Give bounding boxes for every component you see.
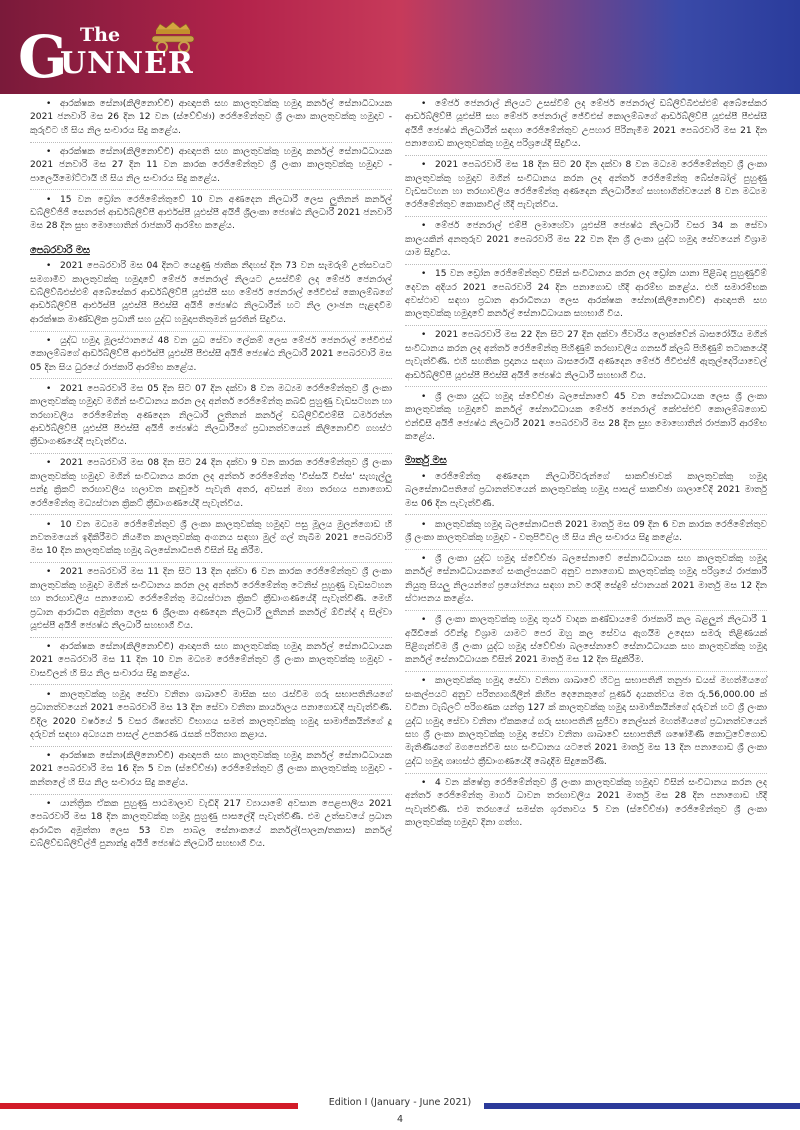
divider	[30, 514, 392, 515]
divider	[30, 378, 392, 379]
list-item	[30, 98, 392, 138]
bullet-icon: •	[46, 458, 52, 469]
paragraph-text: 2021 පෙබරවාරි මස 05 දින සිට 07 දින දක්වා 8 වන මධ්‍යම රෙජිමේන්තුව ශ්‍රී ලංකා කාලතුවක්කු හමුදාව මගින් සංවිධානය කරන ලද අන්තර් රෙජිමේන්තු කබඩි පුහුණු වැඩසටහන හා තරඟාවලිය රෙජිමේන්තු අණදෙන නිලධාරී ලුතිනන් කර්නල් ඩබ්ලිව්ඩීඑම්සී ධර්මරත්න ආර්ඩබ්ලිව්පී යූඑස්පී පීඑස්සී අයිජී ජ්‍යෙෂ්ඨ නිලධාරීගේ ප්‍රධානත්වයෙන් කිලිනොච්චි ගහස්ථ ක්‍රීඩාංගණයේදී පැවැත්විය.	[30, 383, 392, 448]
list-item	[405, 220, 767, 260]
divider	[405, 155, 767, 156]
list-item	[405, 98, 767, 152]
paragraph-text: යාන්ත්‍රික ඒකක පුහුණු පාඨමාලාව වැඩිදි 217 ව්‍යායාමේ අවසාන පෙළපාලිය 2021 පෙබරවාරි මස 18 දින කාලතුවක්කු හමුදා පුහුණු පාසලේදී පැවැත්විණි. එම උත්සවයේ ප්‍රධාන ආරාධිත අමුත්තා ලෙස 53 වන පාබල සේනාංකයේ කර්නල්(පාලන/තකාස) කර්නල් ඩබ්ලිව්ඩබ්ලිව්ල්ජී පුනාන්දු අයිජී ජ්‍යෙෂ්ඨ නිලධාරී සහභාගී විය.	[30, 798, 392, 850]
paragraph-text: ආරක්ෂක සේනා(කිලිනොච්චි) ආඥාපති සහ කාලතුවක්කු හමුදා කර්නල් සේනාධිධායක 2021 ජනවාරි මස 26 දින 12 වන (ස්වේච්ඡා) රෙජිමේන්තුව ශ්‍රී ලංකා කාලතුවක්කු හමුදාව - කුරුවිට හි සිය නිල සංචාරය සිදු කළේය.	[30, 99, 392, 136]
list-item	[30, 798, 392, 852]
logo-gunner: UNNER	[60, 46, 194, 81]
bullet-icon: •	[46, 383, 52, 394]
list-item	[405, 519, 767, 546]
bullet-icon: •	[46, 335, 52, 346]
list-item	[30, 194, 392, 234]
bullet-icon: •	[421, 676, 427, 687]
divider	[30, 562, 392, 563]
list-item	[405, 777, 767, 831]
bullet-icon: •	[421, 99, 427, 109]
paragraph-text: කාලතුවක්කු හමුදා සේවා වනිතා ශාඛාවේ හිටපු සභාපතිනී තනුජා ඩයස් මහත්මියගේ සංකල්පයට අනුව පරිත්‍යාගශීලීන් කිහිප දෙනෙකුගේ පූර්ණ දායකත්වය මත රු.56,000.00 ක් වටිනා ටැබ්ලට් පරිගණක යන්ත්‍ර 127 ක් කාලතුවක්කු හමුදා සාමාජිකයින්ගේ දරුවන් හට ශ්‍රී ලංකා යුද්ධ හමුදා සේවා වනිතා ඒකකයේ ගරු සභාපතිනී සුජීවා නෙල්සන් මහත්මියගේ ප්‍රධානත්වයෙන් සහ ශ්‍රී ලංකා කාලතුවක්කු හමුදා සේවා වනිතා ශාඛාවේ සභාපතිනී ශෂෝමිණී කොටුවේගොඩ මැතිණියගේ මගපෙන්වීම සහ සංවිධානය යටතේ 2021 මාර්තු මස 13 දින පනාගොඩ ශ්‍රී ලංකා යුද්ධ හමුදා ගෘහස්ථ ක්‍රීඩාංගණයේදී බෙදාදීම සිදුකෙරිණි.	[405, 676, 767, 767]
gunner-logo	[18, 22, 208, 92]
list-item	[405, 391, 767, 445]
list-item	[405, 159, 767, 213]
logo-letter-g: G	[18, 23, 68, 91]
list-item	[30, 519, 392, 559]
list-item	[405, 553, 767, 607]
divider	[405, 671, 767, 672]
paragraph-text: ශ්‍රී ලංකා යුද්ධ හමුදා ස්වේච්ඡා බලසේනාවේ සේනාධිධායක සහ කාලතුවක්කු හමුදා කර්නල් සේනාධිධායකගේ සංකල්පයකට අනුව පනාගොඩ කාලතුවක්කු හමුදා පරිශ්‍රයේ රාජකාරී නියුතු සියලු නිලයන්ගේ ප්‍රයෝජනය සඳහා නව රෙදි සේදුම් ස්ථානයක් 2021 මාර්තු මස 12 දින ස්ථාපනය කළේය.	[405, 553, 767, 605]
paragraph-text: රෙජිමේන්තු අණදෙන නිලධාරිවරුන්ගේ සාකච්ඡාවක් කාලතුවක්කු හමුදා බලසේනාධිපතිගේ ප්‍රධානත්වයෙන් කාලතුවක්කු හමුදා පාසල් සාකච්ඡා ශාලාවේදී 2021 මාර්තු මස 06 දින පැවැත්විණි.	[405, 471, 767, 509]
bullet-icon: •	[421, 221, 427, 232]
list-item	[405, 614, 767, 668]
list-item	[405, 268, 767, 322]
divider	[30, 331, 392, 332]
list-item	[30, 457, 392, 511]
paragraph-text: මේජර් ජෙනරාල් නිලයට උසස්වීම් ලද මේජර් ජෙනරාල් ඩබ්ලිව්බීඑස්එම් අබේසේකර ආර්ඩබ්ලිව්පී යූඑස්පී සහ මේජර් ජෙනරාල් ජේවීඑස් කොලම්බගේ ආර්ඩබ්ලිව්පී යූඑස්පී පීඑස්සී අයිජී ජ්‍යෙෂ්ඨ නිලධාරීන් සඳහා රෙජිමේන්තුව උපහාර පිරිනැමීම 2021 පෙබරවාරි මස 21 දින පනාගොඩ කාලතුවක්කු හමුදා පරිශ්‍රයේදී සිදුවිය.	[405, 99, 767, 150]
right-column	[405, 98, 767, 834]
bullet-icon: •	[46, 751, 52, 761]
list-item	[405, 329, 767, 383]
paragraph-text: 2021 පෙබරවාරි මස 22 දින සිට 27 දින දක්වා ජීවාරිය ලොක්වේන් බාසරෝයිය මගින් සංවිධානය කරන ලද අන්තර් රෙජිමේන්තු පිහිණුම් තරඟාවලිය ගනර්ස් ක්ලබ් පිහිණුම් තටාකයේදී පැවැත්විණි. එහි සහතික ප්‍රදානය සඳහා බාසරොයි අණදෙන මේජර් ජීවීඑස්ජී ඇතුල්දෙරියාවෙල් ආර්ඩබ්ලිව්පී යූඑස්පී පීඑස්සී අයිජී ජ්‍යෙෂ්ඨ නිලධාරී සහභාගී විය.	[405, 330, 767, 381]
divider	[30, 142, 392, 143]
bullet-icon: •	[421, 519, 427, 530]
divider	[30, 794, 392, 795]
bullet-icon: •	[46, 567, 52, 578]
bullet-icon: •	[421, 777, 427, 788]
paragraph-text: 2021 පෙබරවාරි මස 11 දින සිට 13 දින දක්වා 6 වන කාරක රෙජිමේන්තුව ශ්‍රී ලංකා කාලතුවක්කු හමුදාව මගින් සංවිධානය කරන ලද අන්තර් රෙජිමේන්තු ටෙනිස් පුහුණු වැඩසටහන හා තරඟාවලිය පනාගොඩ රෙජිමේන්තු මධ්‍යස්ථාන ක්‍රිකට් ක්‍රීඩාංගණයේදී පැවැත්විණි. මෙහි ප්‍රධාන ආරාධිත අමුත්තා ලෙස 6 ශ්‍රීලංකා අණදෙන නිලධාරී ලුතිනන් කර්නල් ඕවින්ද් ද සිල්වා යූඑස්පී අයිජී ජ්‍යෙෂ්ඨ නිලධාරී සහභාගී විය.	[30, 567, 392, 631]
paragraph-text: 2021 පෙබරවාරි මස 18 දින සිට 20 දින දක්වා 8 වන මධ්‍යම රෙජිමේන්තුව ශ්‍රී ලංකා කාලතුවක්කු හමුදාව මගින් සංවිධානය කරන ලද අන්තර් රෙජිමේන්තු බේස්බෝල් පුහුණු වැඩසටහන හා තරඟාවලිය රෙජිමේන්තු අණදෙන නිලධාරීගේ සහභාගිත්වයෙන් 8 වන මධ්‍යම රෙජිමේන්තුව කොකාවිල් හිදී පැවැත්විය.	[405, 160, 767, 211]
list-item	[30, 641, 392, 681]
divider	[30, 189, 392, 190]
bullet-icon: •	[46, 99, 52, 109]
bullet-icon: •	[421, 615, 427, 626]
list-item	[405, 471, 767, 511]
left-column	[30, 98, 392, 855]
logo-the: The	[80, 24, 121, 46]
divider	[405, 386, 767, 387]
bullet-icon: •	[46, 689, 52, 700]
bullet-icon: •	[46, 798, 52, 809]
divider	[405, 264, 767, 265]
paragraph-text: මේජර් ජෙනරාල් එම්පී ලමාහේවා යූඑස්පී ජ්‍යෙෂ්ඨ නිලධාරී වසර 34 ක සේවා කාලයකින් අනතුරුව 2021 පෙබරවාරි මස 22 වන දින ශ්‍රී ලංකා යුද්ධ හමුදා සේවයෙන් විශ්‍රාම යාම සිදුවිය.	[405, 221, 767, 259]
bullet-icon: •	[421, 471, 427, 482]
divider	[405, 216, 767, 217]
divider	[405, 549, 767, 550]
list-item	[30, 335, 392, 375]
bullet-icon: •	[46, 261, 52, 272]
paragraph-text: 4 වන ක්ෂේත්‍ර රෙජිමේන්තුව ශ්‍රී ලංකා කාලතුවක්කු හමුදාව විසින් සංවිධානය කරන ලද අන්තර් රෙජිමේන්තු මාර්ග ධාවන තරඟාවලිය 2021 මාර්තු මස 28 දින පනාගොඩ හිදී පැවැත්විණි. එම තරඟයේ සමස්ත ශූරතාවය 5 වන (ස්වේච්ඡා) රෙජිමේන්තුව ශ්‍රී ලංකා කාලතුවක්කු හමුදාව දිනා ගත්හ.	[405, 777, 767, 829]
divider	[405, 610, 767, 611]
section-title-march: මාර්තු මස	[405, 455, 447, 467]
divider	[30, 453, 392, 454]
list-item	[30, 750, 392, 790]
divider	[30, 746, 392, 747]
divider	[405, 325, 767, 326]
bullet-icon: •	[421, 269, 427, 280]
bullet-icon: •	[421, 391, 427, 402]
bullet-icon: •	[46, 641, 52, 652]
paragraph-text: ආරක්ෂක සේනා(කිලිනොච්චි) ආඥාපති සහ කාලතුවක්කු හමුදා කර්නල් සේනාධිධායක 2021 පෙබරවාරි මස 16 දින 5 වන (ස්වේච්ඡා) රෙජිමේන්තුව ශ්‍රී ලංකා කාලතුවක්කු හමුදාව - කන්තලේ හි සිය නිල සංචාරය සිදු කළේය.	[30, 751, 392, 788]
paragraph-text: 15 වන ඩ්‍රෝන රෙජිමේන්තුව විසින් සංවිධානය කරන ලද ඩ්‍රෝන යානා පිළිබඳ පුහුණුවීම් දෙවන අදියර 2021 පෙබරවාරි 24 දින පනාගොඩ හිදී ආරම්භ කළේය. එහි සමාරම්භක අවස්ථාව සඳහා ප්‍රධාන ආරාධිතයා ලෙස ආරක්ෂක සේනා(කිලිනොච්චි) ආඥාපති සහ කාලතුවක්කු හමුදාවේ කර්නල් සේනාධිධායක සහභාගී විය.	[405, 269, 767, 320]
paragraph-text: 15 වන ඩ්‍රෝන රෙජිමේන්තුවේ 10 වන අණදෙන නිලධාරී ලෙස ලුතිනන් කර්නල් ඩබ්ලිව්ජිජී සෙනරත් ආර්ඩබ්ලිව්පී ආර්එස්පී යූඑස්පී අයිජී ශ්‍රීලංකා ජ්‍යෙෂ්ඨ නිලධාරී 2021 ජනවාරි මස 28 දින සුභ මොහොතින් රාජකාරි ආරම්භ කළේය.	[30, 194, 392, 232]
paragraph-text: 10 වන මධ්‍යම රෙජිමේන්තුව ශ්‍රී ලංකා කාලතුවක්කු හමුදාව පසු මූලය මුලන්ගොඩ හි නවතමයෙන් ඉදිකිරීමට නියමිත කාලතුවක්කු අංගනය සඳහා මුල් ගල් තැබීම 2021 පෙබරවාරි මස 10 දින කාලතුවක්කු හමුදා බලසේනාධිපති විසින් සිදු කිරීම.	[30, 519, 392, 557]
paragraph-text: ආරක්ෂක සේනා(කිලිනොච්චි) ආඥාපති සහ කාලතුවක්කු හමුදා කර්නල් සේනාධිධායක 2021 පෙබරවාරි මස 11 දින 10 වන මධ්‍යම රෙජිමේන්තුව ශ්‍රී ලංකා කාලතුවක්කු හමුදාව - වාසවිලන් හි සිය නිල සංචාරය සිදු කළේය.	[30, 641, 392, 679]
bullet-icon: •	[46, 194, 52, 205]
list-item	[405, 675, 767, 769]
list-item	[30, 566, 392, 633]
divider	[30, 684, 392, 685]
divider	[405, 514, 767, 515]
section-title-february: පෙබරවාරි මස	[30, 244, 90, 256]
paragraph-text: යුද්ධ හමුදා මූලස්ථානයේ 48 වන යුධ සේවා ලේකම් ලෙස මේජර් ජෙනරාල් ජේවීඑස් කොලම්බගේ ආර්ඩබ්ලිව්පී ආර්එස්පී යූඑස්පී පීඑස්සී අයිජී ජ්‍යෙෂ්ඨ නිලධාරී 2021 පෙබරවාරි මස 05 දින සිය ධුරයේ රාජකාරි ආරම්භ කළේය.	[30, 335, 392, 373]
paragraph-text: කාලතුවක්කු හමුදා බලසේනාධිපති 2021 මාර්තු මස 09 දින 6 වන කාරක රෙජිමේන්තුව ශ්‍රී ලංකා කාලතුවක්කු හමුදාව - වතුපිටිවල හි සිය නිල සංචාරය සිදු කළේය.	[405, 519, 767, 543]
paragraph-text: ආරක්ෂක සේනා(කිලිනොච්චි) ආඥාපති සහ කාලතුවක්කු හමුදා කර්නල් සේනාධිධායක 2021 ජනවාරි මස 27 දින 11 වන කාරක රෙජිමේන්තුව ශ්‍රී ලංකා කාලතුවක්කු හමුදාව - පාලෙයිමෝට්ටායි හි සිය නිල සංචාරය සිදු කළේය.	[30, 146, 392, 184]
divider	[405, 773, 767, 774]
page-number: 4	[396, 1114, 404, 1125]
paragraph-text: කාලතුවක්කු හමුදා සේවා වනිතා ශාඛාවේ මාසික සහ රැස්වීම ගරු සභාපතිනියගේ ප්‍රධානත්වයෙන් 2021 පෙබරවාරි මස 13 දින සේවා වනිතා කාර්යාලය පනාගොඩදී පැවැත්විණි. විදිල 2020 වර්ෂයේ 5 වසර ශිෂ්‍යත්ව විභාගය සමත් කාලතුවක්කු හමුදා සාමාජිකයින්ගේ දූ දරුවන් සඳහා අධ්‍යයන පාසල් උපකරණ රැසක් පරිත්‍යාග කළාය.	[30, 689, 392, 740]
list-item	[30, 383, 392, 450]
list-item	[30, 689, 392, 743]
bullet-icon: •	[421, 553, 427, 564]
list-item	[30, 146, 392, 186]
paragraph-text: 2021 පෙබරවාරි මස 04 දිනට යෙදුණු ජාතික නිදහස් දින 73 වන සැමරුම් උත්සවයට සමගාමීව කාලතුවක්කු හමුදාවේ මේජර් ජෙනරාල් නිලයට උසස්වීම් ලද මේජර් ජෙනරාල් ඩබ්ලිව්බීඑස්එම් අබේසේකර ආර්ඩබ්ලිව්පී යූඑස්පී සහ මේජර් ජෙනරාල් ජේවීඑස් කොලම්බගේ ආර්ඩබ්ලිව්පී ආර්එස්පී යූඑස්පී පීඑස්සී අයිජී ජ්‍යෙෂ්ඨ නිලධාරීන් හට නිල ලාංඡන පැළඳවීම ආරක්ෂක මාණ්ඩලික ප්‍රධානී සහ යුද්ධ හමුදාපතිතුමන් සුරතින් සිදුවිය.	[30, 261, 392, 325]
paragraph-text: 2021 පෙබරවාරි මස 08 දින සිට 24 දින දක්වා 9 වන කාරක රෙජිමේන්තුව ශ්‍රී ලංකා කාලතුවක්කු හමුදාව මගින් සංවිධානය කරන ලද අන්තර් රෙජිමේන්තු 'විස්සයි විස්ස' සැහැල්ලු පන්දු ක්‍රිකට් තරඟාවලිය හලාවත කඳවුරේ පැවැති අතර, අවසන් මහා තරඟය පනාගොඩ රෙජිමේන්තු මධ්‍යස්ථාන ක්‍රිකට් ක්‍රීඩාංගණයේදී පැවැත්විය.	[30, 458, 392, 509]
divider	[30, 637, 392, 638]
paragraph-text: ශ්‍රී ලංකා කාලතුවක්කු හමුදා තූර්ය වාදක කණ්ඩායමේ රාජකාරි කල බළලුන් නිලධාරී 1 අයිඩීකේ රවීන්ද්‍ර විශ්‍රාම යාමට පෙර ඔහු කල සේවය ඇගයීම උදෙසා සමරු තිළිණයක් පිළිගැන්වීම ශ්‍රී ලංකා යුද්ධ හමුදා ස්වේච්ඡා බලසේනාවේ සේනාධිධායක සහ කාලතුවක්කු හමුදා කර්නල් සේනාධිධායක විසින් 2021 මාර්තු මස 12 දින සිදුකිරීම.	[405, 615, 767, 666]
bullet-icon: •	[46, 146, 52, 157]
edition-label: Edition I (January - June 2021)	[328, 1097, 472, 1108]
bullet-icon: •	[421, 160, 427, 171]
bullet-icon: •	[421, 330, 427, 341]
paragraph-text: ශ්‍රී ලංකා යුද්ධ හමුදා ස්වේච්ඡා බලසේනාවේ 45 වන සේනාධිධායක ලෙස ශ්‍රී ලංකා කාලතුවක්කු හමුදාවේ කර්නල් සේනාධිධායක මේජර් ජෙනරාල් කේඑස්එච් කොලම්බගොඩ එන්ඩීසී අයිජී ජ්‍යෙෂ්ඨ නිලධාරී 2021 පෙබරවාරි මස 28 දින සුභ මොහොතින් රාජකාරි ආරම්භ කළේය.	[405, 391, 767, 442]
bullet-icon: •	[46, 519, 52, 530]
list-item	[30, 260, 392, 327]
